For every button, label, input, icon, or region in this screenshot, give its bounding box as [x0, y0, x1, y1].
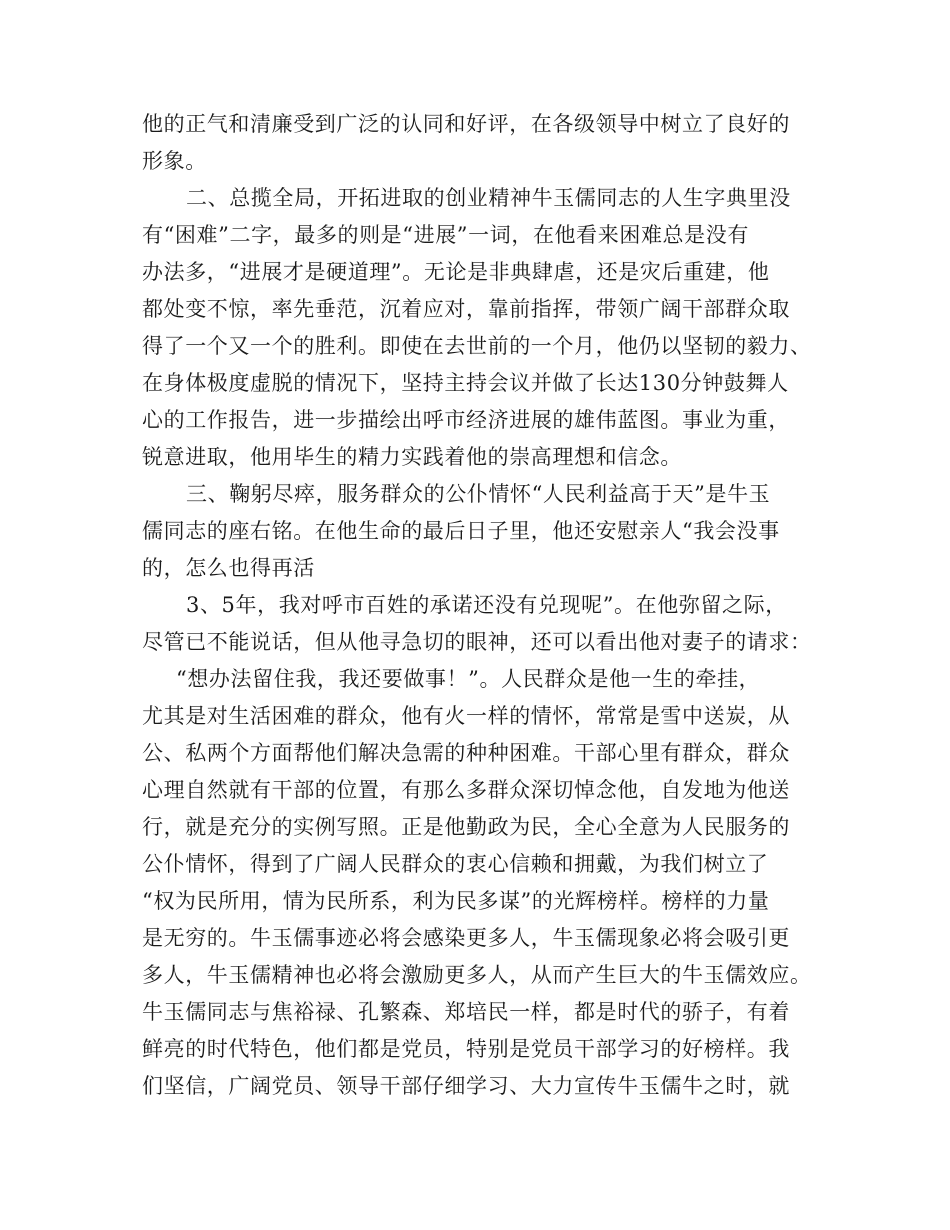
text-line: 儒同志的座右铭。在他生命的最后日子里，他还安慰亲人“我会没事 [142, 519, 780, 543]
text-line: 的，怎么也得再活 [142, 556, 315, 580]
text-line: 公仆情怀，得到了广阔人民群众的衷心信赖和拥戴，为我们树立了 [142, 852, 769, 876]
text-line: 行，就是充分的实例写照。正是他勤政为民，全心全意为人民服务的 [142, 815, 790, 839]
text-line: 心理自然就有干部的位置，有那么多群众深切悼念他，自发地为他送 [142, 778, 790, 802]
text-line: 是无穷的。牛玉儒事迹必将会感染更多人，牛玉儒现象必将会吸引更 [142, 926, 790, 950]
text-line: 二、总揽全局，开拓进取的创业精神牛玉儒同志的人生字典里没 [186, 186, 791, 210]
text-line: 尤其是对生活困难的群众，他有火一样的情怀，常常是雪中送炭，从 [142, 704, 790, 728]
text-line: 形象。 [142, 149, 207, 173]
text-line: 锐意进取，他用毕生的精力实践着他的崇高理想和信念。 [142, 445, 682, 469]
text-line: 有“困难”二字，最多的则是“进展”一词，在他看来困难总是没有 [142, 223, 749, 247]
text-line: 多人，牛玉儒精神也必将会激励更多人，从而产生巨大的牛玉儒效应。 [142, 963, 812, 987]
text-line: 鲜亮的时代特色，他们都是党员，特别是党员干部学习的好榜样。我 [142, 1037, 790, 1061]
document-body [142, 106, 812, 1105]
text-line: 们坚信，广阔党员、领导干部仔细学习、大力宣传牛玉儒牛之时，就 [142, 1074, 790, 1098]
text-line: “想办法留住我，我还要做事！”。人民群众是他一生的牵挂， [176, 667, 761, 691]
text-line: 尽管已不能说话，但从他寻急切的眼神，还可以看出他对妻子的请求： [142, 630, 812, 654]
text-line: 办法多，“进展才是硬道理”。无论是非典肆虐，还是灾后重建，他 [142, 260, 770, 284]
text-line: “权为民所用，情为民所系，利为民多谋”的光辉榜样。榜样的力量 [142, 889, 770, 913]
text-line: 公、私两个方面帮他们解决急需的种种困难。干部心里有群众，群众 [142, 741, 790, 765]
text-line: 都处变不惊，率先垂范，沉着应对，靠前指挥，带领广阔干部群众取 [142, 297, 790, 321]
text-line: 在身体极度虚脱的情况下，坚持主持会议并做了长达130分钟鼓舞人 [142, 371, 789, 395]
text-line: 三、鞠躬尽瘁，服务群众的公仆情怀“人民利益高于天”是牛玉 [186, 482, 771, 506]
text-line: 心的工作报告，进一步描绘出呼市经济进展的雄伟蓝图。事业为重， [142, 408, 790, 432]
text-line: 他的正气和清廉受到广泛的认同和好评，在各级领导中树立了良好的 [142, 112, 790, 136]
text-line: 得了一个又一个的胜利。即使在去世前的一个月，他仍以坚韧的毅力、 [142, 334, 812, 358]
text-line: 3、5年，我对呼市百姓的承诺还没有兑现呢”。在他弥留之际， [186, 593, 787, 617]
text-line: 牛玉儒同志与焦裕禄、孔繁森、郑培民一样，都是时代的骄子，有着 [142, 1000, 790, 1024]
